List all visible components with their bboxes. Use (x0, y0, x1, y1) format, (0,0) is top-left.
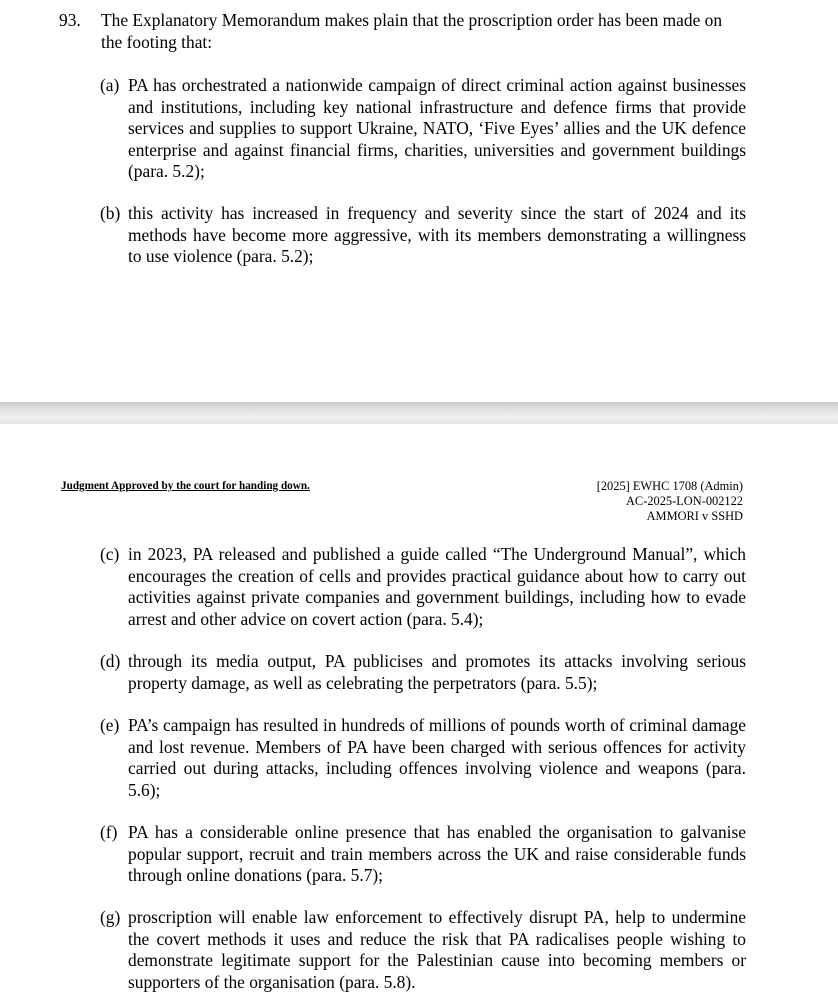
list-item-d (100, 651, 746, 694)
case-title: AMMORI v SSHD (646, 509, 743, 523)
list-item-text: PA has a considerable online presence that has enabled the organisation to galvanise popular support, recruit and train members across the UK and raise considerable funds through online donations (para. 5.7); (128, 822, 746, 885)
list-item-text: proscription will enable law enforcement to effectively disrupt PA, help to undermine the covert methods it uses and reduce the risk that PA radicalises people wishing to demonstrate legitimate support for the Palestinian cause into becoming members or supporters of the organisation (para. 5.8). (128, 907, 746, 992)
paragraph-intro: The Explanatory Memorandum makes plain that the proscription order has been made on the footing that: (101, 10, 723, 52)
list-item-label: (a) (100, 75, 120, 95)
page-2 (0, 424, 838, 1000)
page-separator (0, 402, 838, 424)
list-item-label: (d) (100, 651, 121, 671)
list-item-text: in 2023, PA released and published a guide called “The Underground Manual”, which encourages the creation of cells and provides practical guidance about how to carry out activities against private companies and government buildings, including how to evade arrest and other advice on covert action (para. 5.4); (128, 544, 746, 629)
list-item-b (100, 203, 746, 268)
list-item-label: (f) (100, 822, 118, 842)
neutral-citation: [2025] EWHC 1708 (Admin) (596, 479, 743, 493)
list-item-text: this activity has increased in frequency and severity since the start of 2024 and its methods have become more aggressive, with its members demonstrating a willingness to use violence (para. 5.2); (128, 203, 746, 266)
page-1 (0, 0, 838, 402)
case-reference-block (597, 479, 743, 524)
list-item-c (100, 544, 746, 630)
list-item-label: (e) (100, 715, 120, 735)
judgment-header-left: Judgment Approved by the court for handing down. (61, 480, 310, 492)
case-number: AC-2025-LON-002122 (625, 494, 743, 508)
list-item-label: (c) (100, 544, 120, 564)
list-item-text: PA’s campaign has resulted in hundreds of millions of pounds worth of criminal damage and lost revenue. Members of PA have been charged with serious offences for activity carried out during attacks, including offences involving violence and weapons (para. 5.6); (128, 715, 746, 800)
list-item-label: (b) (100, 203, 121, 223)
list-item-a (100, 75, 746, 183)
list-item-text: through its media output, PA publicises and promotes its attacks involving serious property damage, as well as celebrating the perpetrators (para. 5.5); (128, 651, 746, 693)
list-item-f (100, 822, 746, 887)
list-item-label: (g) (100, 907, 121, 927)
list-item-text: PA has orchestrated a nationwide campaign of direct criminal action against businesses and institutions, including key national infrastructure and defence firms that provide services and supplies to support Ukraine, NATO, ‘Five Eyes’ allies and the UK defence enterprise and against financial firms, charities, universities and government buildings (para. 5.2); (128, 75, 746, 181)
list-item-e (100, 715, 746, 801)
paragraph-number: 93. (59, 10, 81, 30)
list-item-g (100, 907, 746, 993)
